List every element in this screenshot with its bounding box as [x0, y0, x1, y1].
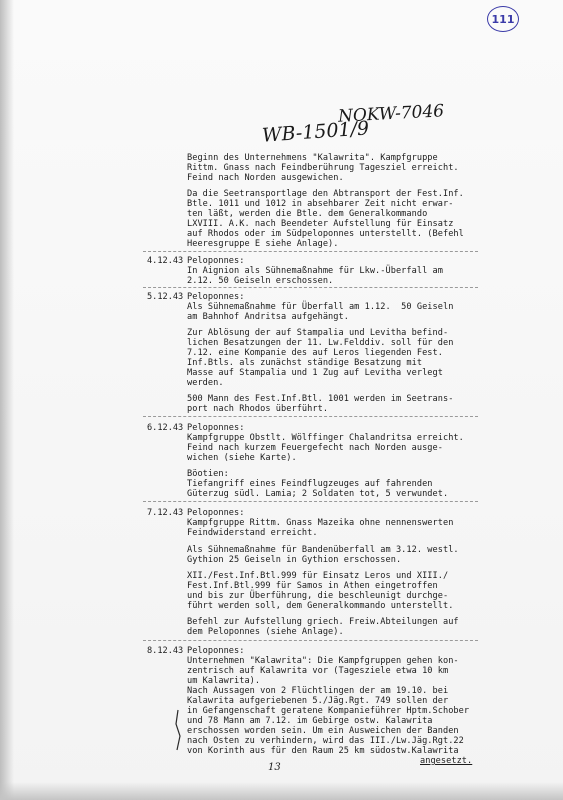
entry-line: Als Sühnemaßnahme für Bandenüberfall am 3.12. westl. [187, 545, 459, 555]
page-shadow-left [0, 0, 14, 800]
entry-date: 6.12.43 [147, 423, 184, 433]
entry-line: nach Osten zu verhindern, wird das III./Lw.Jäg.Rgt.22 [187, 736, 464, 746]
entry-line: Peloponnes: [187, 646, 245, 656]
signature-reference: WB-1501/9 [261, 117, 370, 147]
entry-line: werden. [187, 378, 224, 388]
entry-line: In Aignion als Sühnemaßnahme für Lkw.-Überfall am [187, 266, 443, 276]
intro-line: Da die Seetransportlage den Abtransport der Fest.Inf. [187, 189, 464, 199]
page-shadow-bottom [0, 782, 563, 800]
entry-line: in Gefangenschaft geratene Kompanieführer Hptm.Schober [187, 706, 470, 716]
entry-line: Feind nach kurzem Feuergefecht nach Norden ausge- [187, 443, 443, 453]
entry-line: 500 Mann des Fest.Inf.Btl. 1001 werden im Seetrans- [187, 394, 454, 404]
entry-line: 2.12. 50 Geiseln erschossen. [187, 276, 334, 286]
intro-line: Rittm. Gnass nach Feindberührung Tagesziel erreicht. [187, 163, 459, 173]
entry-date: 4.12.43 [147, 256, 184, 266]
intro-line: Beginn des Unternehmens "Kalawrita". Kampfgruppe [187, 153, 438, 163]
entry-line: Kalawrita aufgeriebenen 5./Jäg.Rgt. 749 sollen der [187, 696, 449, 706]
intro-line: Heeresgruppe E siehe Anlage). [187, 239, 339, 249]
entry-line: Peloponnes: [187, 508, 245, 518]
intro-line: auf Rhodos oder im Südpeloponnes unterstellt. (Befehl [187, 229, 464, 239]
entry-line: und bis zur Überführung, die beschleunigt durchge- [187, 591, 449, 601]
intro-line: LXVIII. A.K. nach Beendeter Aufstellung für Einsatz [187, 219, 454, 229]
entry-line: Peloponnes: [187, 256, 245, 266]
entry-line: XII./Fest.Inf.Btl.999 für Einsatz Leros und XIII./ [187, 571, 449, 581]
entry-line: 7.12. eine Kompanie des auf Leros liegenden Fest. [187, 348, 443, 358]
entry-line: port nach Rhodos überführt. [187, 404, 329, 414]
entry-date: 5.12.43 [147, 292, 184, 302]
entry-line: Kampfgruppe Obstlt. Wölffinger Chalandritsa erreicht. [187, 433, 464, 443]
intro-line: Feind nach Norden ausgewichen. [187, 173, 344, 183]
entry-line: Zur Ablösung der auf Stampalia und Levitha befind- [187, 328, 449, 338]
entry-divider [143, 416, 478, 417]
entry-line: Kampfgruppe Rittm. Gnass Mazeika ohne nennenswerten [187, 518, 454, 528]
entry-line: Böotien: [187, 469, 229, 479]
entry-line: Güterzug südl. Lamia; 2 Soldaten tot, 5 verwundet. [187, 489, 449, 499]
entry-line: am Bahnhof Andritsa aufgehängt. [187, 312, 349, 322]
entry-line: Inf.Btls. als zunächst ständige Besatzung mit [187, 358, 423, 368]
page-number: 13 [268, 762, 281, 773]
entry-line: wichen (siehe Karte). [187, 453, 297, 463]
entry-line: Als Sühnemaßnahme für Überfall am 1.12. 50 Geiseln [187, 302, 454, 312]
entry-divider [143, 501, 478, 502]
entry-line: und 78 Mann am 7.12. im Gebirge ostw. Kalawrita [187, 716, 433, 726]
entry-date: 8.12.43 [147, 646, 184, 656]
entry-line: von Korinth aus für den Raum 25 km südostw.Kalawrita [187, 746, 459, 756]
entry-line: Nach Aussagen von 2 Flüchtlingen der am 19.10. bei [187, 686, 449, 696]
entry-line: Masse auf Stampalia und 1 Zug auf Levitha verlegt [187, 368, 443, 378]
intro-line: Btle. 1011 und 1012 in absehbarer Zeit nicht erwar- [187, 199, 454, 209]
entry-line: um Kalawrita). [187, 676, 261, 686]
entry-line: Tiefangriff eines Feindflugzeuges auf fahrenden [187, 479, 433, 489]
entry-line: Peloponnes: [187, 292, 245, 302]
margin-mark [170, 706, 200, 756]
entry-line: Peloponnes: [187, 423, 245, 433]
entry-line: lichen Besatzungen der 11. Lw.Felddiv. soll für den [187, 338, 454, 348]
entry-divider [143, 251, 478, 252]
entry-line: Unternehmen "Kalawrita": Die Kampfgruppen gehen kon- [187, 656, 459, 666]
entry-line: führt werden soll, dem Generalkommando unterstellt. [187, 601, 454, 611]
entry-line: Gythion 25 Geiseln in Gythion erschossen. [187, 555, 402, 565]
folio-number: 111 [491, 12, 515, 26]
entry-line: Fest.Inf.Btl.999 für Samos in Athen eingetroffen [187, 581, 438, 591]
entry-line: Befehl zur Aufstellung griech. Freiw.Abteilungen auf [187, 617, 459, 627]
entry-line: Feindwiderstand erreicht. [187, 528, 318, 538]
entry-line: erschossen worden sein. Um ein Ausweichen der Banden [187, 726, 459, 736]
entry-date: 7.12.43 [147, 508, 184, 518]
entry-divider [143, 640, 478, 641]
archive-reference: NOKW-7046 [337, 101, 445, 127]
entry-line: zentrisch auf Kalawrita vor (Tagesziele etwa 10 km [187, 666, 449, 676]
entry-divider [143, 287, 478, 288]
entry-final-word: angesetzt. [420, 756, 473, 766]
entry-line: dem Peloponnes (siehe Anlage). [187, 627, 344, 637]
intro-line: ten läßt, werden die Btle. dem Generalkommando [187, 209, 428, 219]
folio-number-stamp [487, 6, 519, 32]
